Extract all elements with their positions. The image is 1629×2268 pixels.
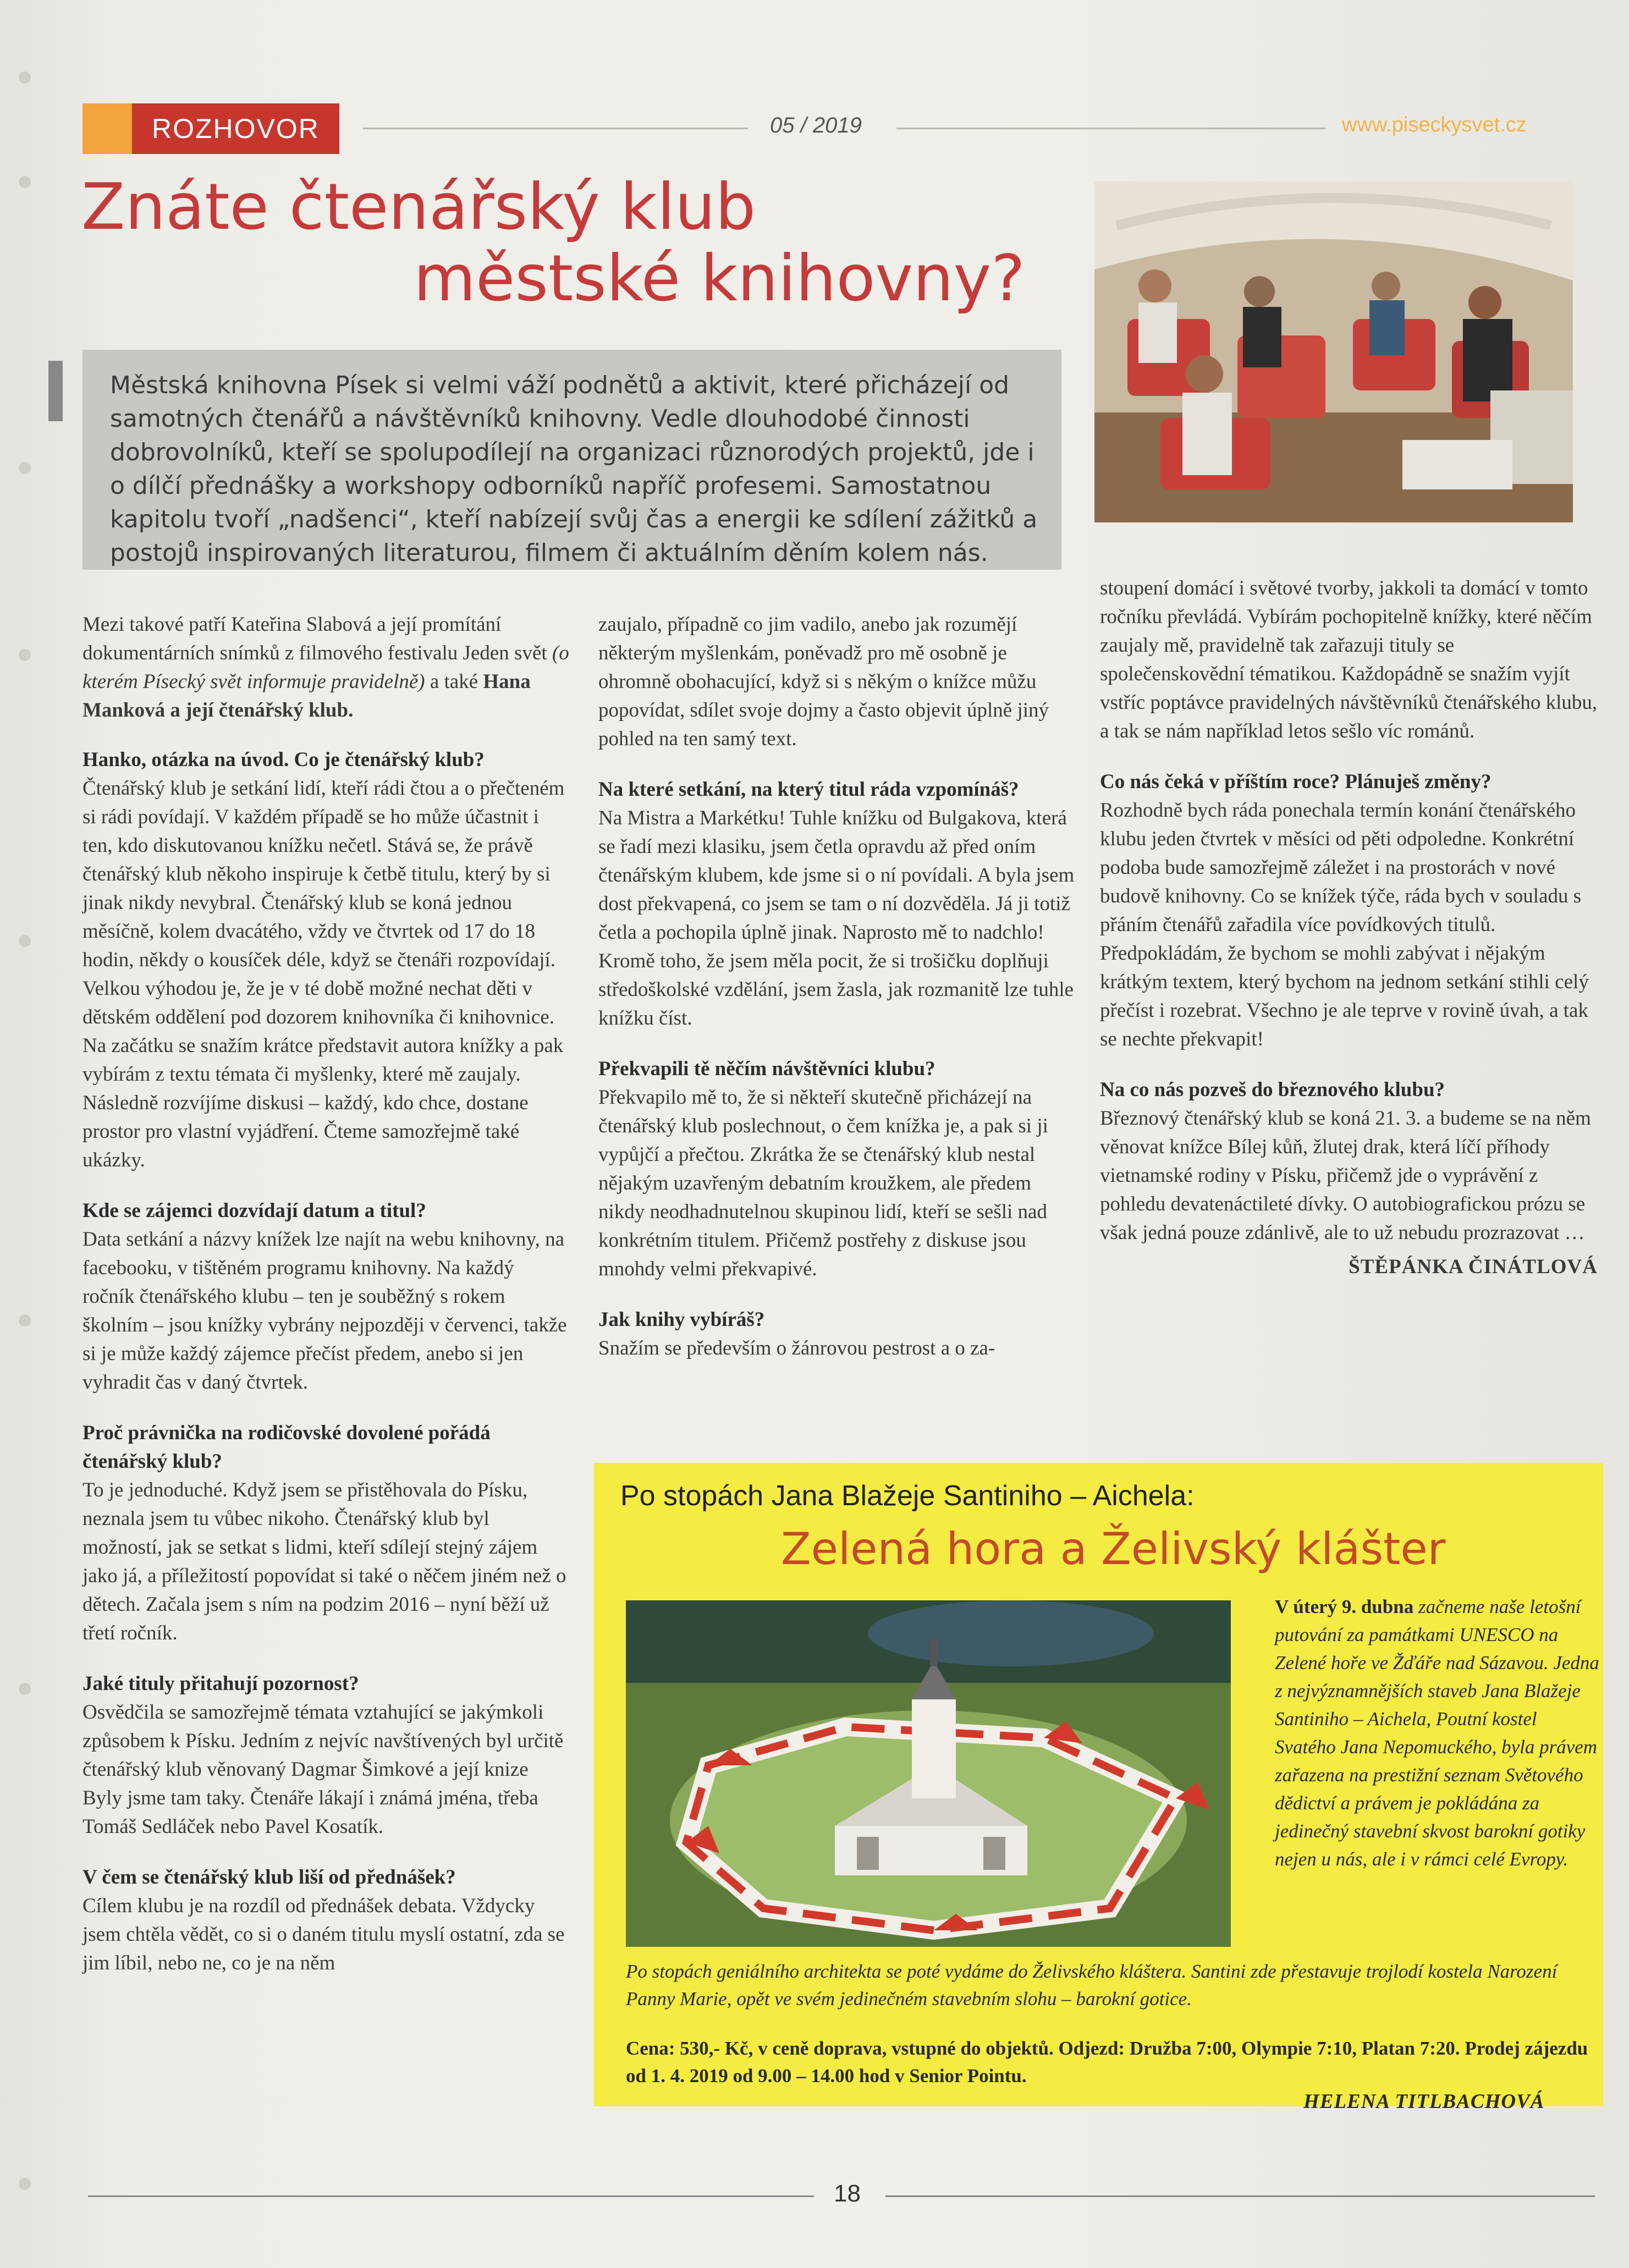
binding-hole — [19, 1314, 31, 1326]
binding-hole — [19, 1683, 31, 1695]
intro-italic: (o kterém Písecký svět informuje pravidelně) — [82, 642, 569, 693]
question: Kde se zájemci dozvídají datum a titul? — [82, 1199, 426, 1222]
reading-club-photo — [1094, 181, 1573, 522]
footer-rule — [88, 2195, 814, 2197]
answer: Březnový čtenářský klub se koná 21. 3. a budeme se na něm věnovat knížce Bílej kůň, žlutej drak, která líčí příhody vietnamské rodiny v Písku, přičemž jde o vyprávění z pohledu devatenáctileté dívky. O autobiografickou prózu se však jedná pouze zdánlivě, ale to už nebudu prozrazovat … — [1100, 1107, 1591, 1244]
question: Překvapili tě něčím návštěvníci klubu? — [598, 1058, 935, 1080]
question: Jak knihy vybíráš? — [598, 1308, 765, 1331]
article-column-3 — [1100, 574, 1598, 1281]
question: Proč právnička na rodičovské dovolené pořádá čtenářský klub? — [82, 1422, 491, 1473]
issue-number: 05 / 2019 — [770, 113, 862, 137]
binding-hole — [19, 649, 31, 661]
question: Hanko, otázka na úvod. Co je čtenářský klub? — [82, 748, 485, 771]
binding-hole — [19, 176, 31, 188]
lead-paragraph: Městská knihovna Písek si velmi váží podnětů a aktivit, které přicházejí od samotných čtenářů a návštěvníků knihovny. Vedle dlouhodobé činnosti dobrovolníků, kteří se spolupodílejí na organizaci různorodých projektů, jde i o dílčí přednášky a workshopy odborníků napříč profesemi. Samostatnou kapitolu tvoří „nadšenci“, kteří nabízejí svůj čas a energii ke sdílení zážitků a postojů inspirovaných literaturou, filmem či aktuálním děním kolem nás. — [110, 371, 1038, 567]
question: Jaké tituly přitahují pozornost? — [82, 1672, 359, 1695]
answer: zaujalo, případně co jim vadilo, anebo jak rozumějí některým myšlenkám, poněvadž pro mě osobně je ohromně obohacující, když si s někým o knížce můžu popovídat, sdílet svoje dojmy a často objevit úplně jiný pohled na ten samý text. — [598, 613, 1049, 750]
question: V čem se čtenářský klub liší od přednášek? — [82, 1866, 456, 1889]
answer: Překvapilo mě to, že si někteří skutečně přicházejí na čtenářský klub poslechnout, o čem knížka je, a pak si ji vypůjčí a přečtou. Zkrátka že se čtenářský klub nestal nějakým uzavřeným debatním kroužkem, ale předem nikdy neodhadnutelnou skupinou lidí, kteří se sešli nad konkrétním titulem. Přičemž postřehy z diskuse jsou mnohdy velmi překvapivé. — [598, 1086, 1048, 1280]
binding-hole — [19, 462, 31, 474]
trip-price-info: Cena: 530,- Kč, v ceně doprava, vstupné do objektů. Odjezd: Družba 7:00, Olympie 7:10, Platan 7:20. Prodej zájezdu od 1. 4. 2019 od 9.00 – 14.00 hod v Senior Pointu. — [626, 2038, 1588, 2087]
binding-hole — [19, 71, 31, 84]
footer-rule — [885, 2195, 1595, 2197]
answer: Čtenářský klub je setkání lidí, kteří rádi čtou a o přečteném si rádi povídají. V každém případě se ho může účastnit i ten, kdo diskutovanou knížku nečetl. Stává se, že právě čtenářský klub někoho inspiruje k četbě titulu, který by si jinak nikdy nevybral. Čtenářský klub se koná jednou měsíčně, kolem dvacátého, vždy ve čtvrtek od 17 do 18 hodin, někdy o kousíček déle, když se čtenáři rozpovídají. Velkou výhodou je, že je v té době možné nechat děti v dětském oddělení pod dozorem knihovníka či knihovnice. Na začátku se snažím krátce představit autora knížky a pak vybírám z textu témata či myšlenky, které mě zaujaly. Následně rozvíjíme diskusi – každý, kdo chce, dostane prostor pro vlastní vyjádření. Čteme samozřejmě také ukázky. — [82, 777, 565, 1171]
answer: stoupení domácí i světové tvorby, jakkoli ta domácí v tomto ročníku převládá. Vybírám pochopitelně knížky, které něčím zaujaly mě, pravidelně tak zařazuji tituly se společenskovědní tématikou. Každopádně se snažím vyjít vstříc poptávce pravidelných návštěvníků čtenářského klubu, a tak se nám například letos sešlo víc románů. — [1100, 577, 1598, 742]
page-title-line2: městské knihovny? — [414, 241, 1025, 316]
website-url: www.piseckysvet.cz — [1342, 113, 1527, 136]
section-tag-accent — [82, 103, 132, 154]
intro-paragraph — [82, 610, 569, 725]
section-label: ROZHOVOR — [132, 103, 339, 154]
answer: Rozhodně bych ráda ponechala termín konání čtenářského klubu jeden čtvrtek v měsíci od pěti odpoledne. Konkrétní podoba bude samozřejmě záležet i na prostorách v nové budově knihovny. Co se knížek týče, ráda bych v souladu s přáním čtenářů zařadila více povídkových titulů. Předpokládám, že bychom se mohli zabývat i nějakým krátkým textem, který bychom na jednom setkání stihli celý přečíst i rozebrat. Všechno je ale teprve v rovině úvah, a tak se nechte překvapit! — [1100, 799, 1589, 1050]
trip-subtitle: Po stopách Jana Blažeje Santiniho – Aichela: — [620, 1480, 1195, 1512]
church-aerial-photo — [626, 1600, 1231, 1947]
binding-hole — [19, 935, 31, 947]
question: Na které setkání, na který titul ráda vzpomínáš? — [598, 778, 1019, 801]
intro-text: Mezi takové patří Kateřina Slabová a její promítání dokumentárních snímků z filmového festivalu Jeden svět — [82, 613, 552, 664]
margin-marker — [48, 361, 63, 421]
answer: Data setkání a názvy knížek lze najít na webu knihovny, na facebooku, v tištěném programu knihovny. Na každý ročník čtenářského klubu – ten je souběžný s rokem školním – jsou knížky vybrány nejpozději v červenci, takže si je může každý zájemce přečíst předem, anebo si jen vyhradit čas v daný čtvrtek. — [82, 1228, 567, 1394]
article-column-1 — [82, 610, 569, 1978]
trip-title: Zelená hora a Želivský klášter — [781, 1523, 1446, 1575]
question: Co nás čeká v příštím roce? Plánuješ změny? — [1100, 770, 1492, 793]
author-signature: ŠTĚPÁNKA ČINÁTLOVÁ — [1349, 1256, 1598, 1278]
trip-date: V úterý 9. dubna — [1275, 1596, 1414, 1617]
intro-bold: Hana Manková a její čtenářský klub. — [82, 670, 531, 722]
answer: Cílem klubu je na rozdíl od přednášek debata. Vždycky jsem chtěla vědět, co si o daném titulu myslí ostatní, zda se jim líbil, nebo ne, co je na něm — [82, 1895, 565, 1974]
trip-author-signature: HELENA TITLBACHOVÁ — [1303, 2090, 1545, 2113]
page-title-line1: Znáte čtenářský klub — [81, 170, 756, 244]
answer: Snažím se především o žánrovou pestrost a o za- — [598, 1337, 995, 1359]
intro-text: a také — [425, 670, 483, 693]
header-rule — [896, 128, 1325, 129]
trip-second-stop: Po stopách geniálního architekta se poté vydáme do Želivského kláštera. Santini zde přestavuje trojlodí kostela Narození Panny Marie, opět ve svém jedinečném stavebním slohu – barokní gotice. — [626, 1961, 1558, 2010]
answer: Osvědčila se samozřejmě témata vztahující se jakýmkoli způsobem k Písku. Jedním z nejvíc navštívených byl určitě čtenářský klub věnovaný Dagmar Šimkové a její knize Byly jsme tam taky. Čtenáře lákají i známá jména, třeba Tomáš Sedláček nebo Pavel Kosatík. — [82, 1701, 564, 1838]
binding-hole — [19, 2178, 31, 2190]
trip-description — [1275, 1593, 1599, 1873]
page-number: 18 — [834, 2180, 861, 2207]
section-tag — [82, 103, 339, 154]
answer: Na Mistra a Markétku! Tuhle knížku od Bulgakova, která se řadí mezi klasiku, jsem četla opravdu až před oním čtenářským klubem, kde jsme si o ní povídali. A byla jsem dost překvapená, co jsem se tam o ní dozvěděla. Já ji totiž četla a pochopila úplně jinak. Naprosto mě to nadchlo! Kromě toho, že jsem měla pocit, že si trošičku doplňuji středoškolské vzdělání, jsem žasla, jak rozmanitě lze tuhle knížku číst. — [598, 807, 1075, 1030]
trip-description-text: začneme naše letošní putování za památkami UNESCO na Zelené hoře ve Žďáře nad Sázavou. Jedna z nejvýznamnějších staveb Jana Blažeje Santiniho – Aichela, Poutní kostel Svatého Jana Nepomuckého, byla právem zařazena na prestižní seznam Světového dědictví a právem je pokládána za jedinečný stavební skvost barokní gotiky nejen u nás, ale i v rámci celé Evropy. — [1275, 1596, 1599, 1870]
article-column-2 — [598, 610, 1076, 1363]
question: Na co nás pozveš do březnového klubu? — [1100, 1078, 1445, 1101]
header-rule — [363, 128, 748, 129]
answer: To je jednoduché. Když jsem se přistěhovala do Písku, neznala jsem tu vůbec nikoho. Čtenářský klub byl možností, jak se setkat s lidmi, kteří sdílejí stejný zájem jako já, a příležitostí popovídat si také o něčem jiném než o dětech. Začala jsem s ním na podzim 2016 – nyní běží už třetí ročník. — [82, 1479, 566, 1644]
